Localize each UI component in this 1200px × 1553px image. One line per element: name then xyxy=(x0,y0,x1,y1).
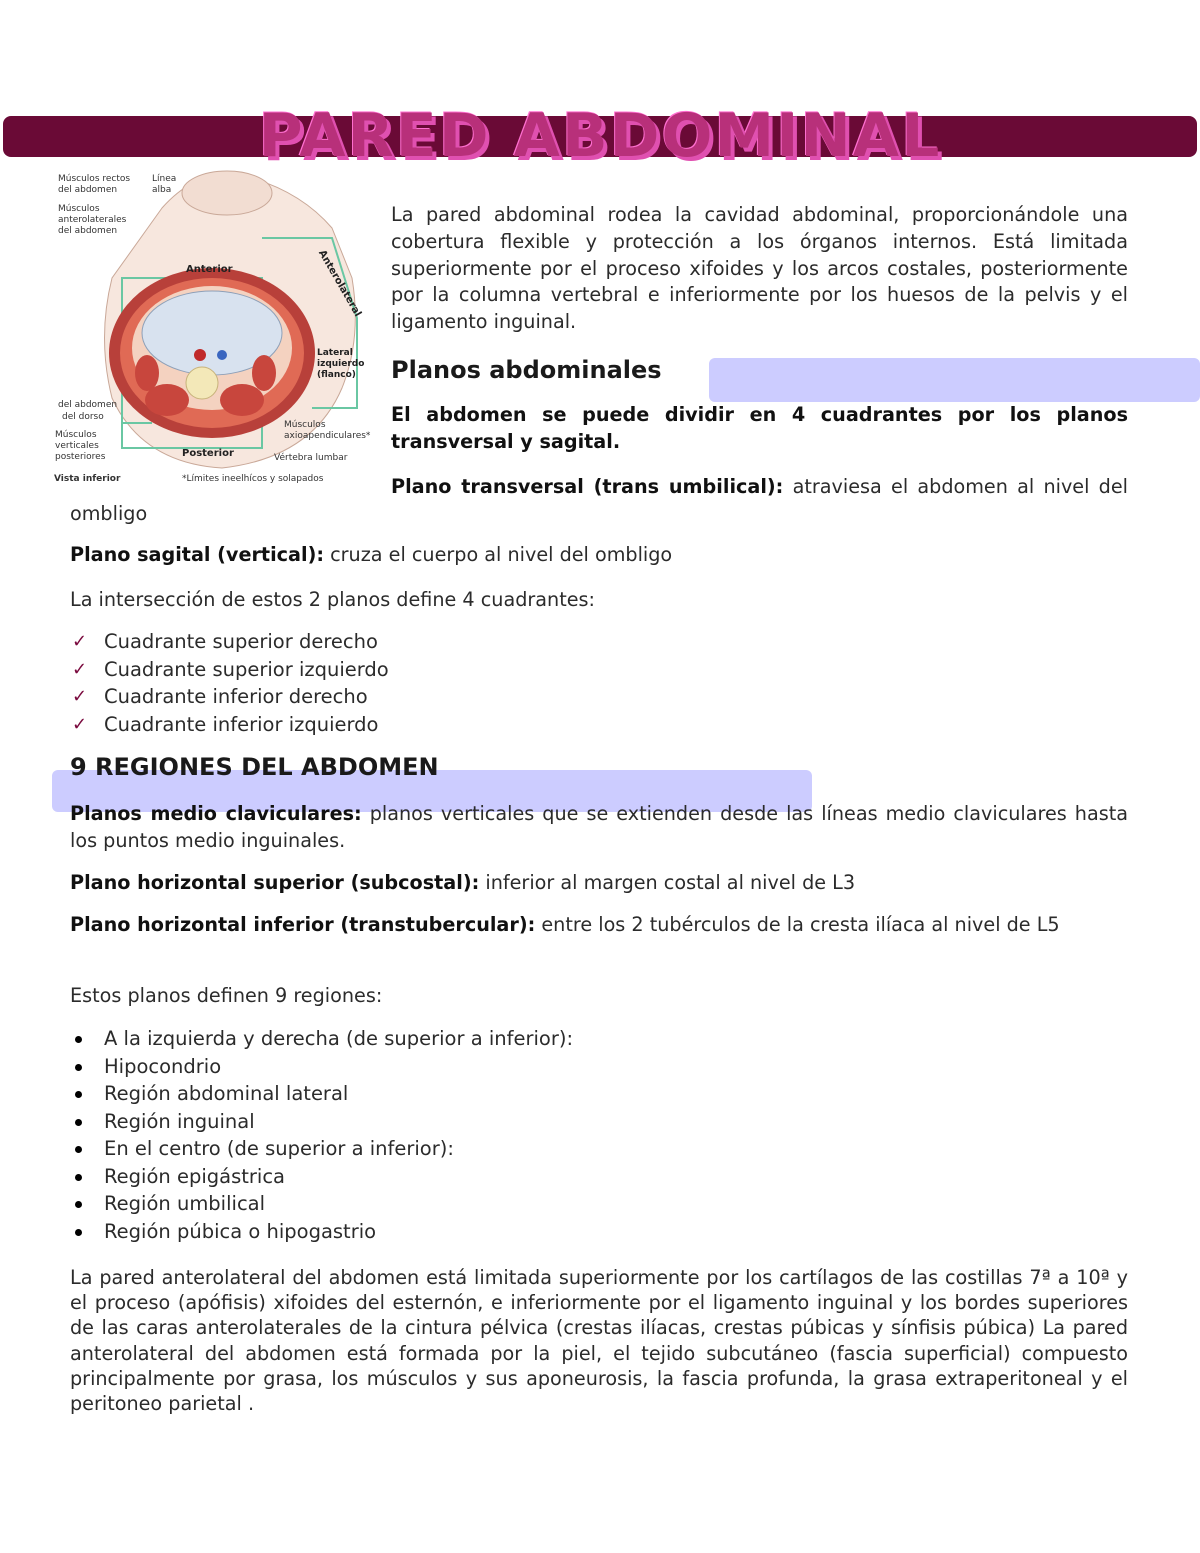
superior-label: Plano horizontal superior (subcostal): xyxy=(70,871,480,894)
list-item xyxy=(70,711,389,739)
inferior-label: Plano horizontal inferior (transtubercular): xyxy=(70,913,536,936)
plano-sagital-paragraph xyxy=(70,542,1128,569)
regiones-list xyxy=(70,1025,573,1245)
region-label: En el centro (de superior a inferior): xyxy=(104,1137,454,1160)
label-anterior: Anterior xyxy=(186,264,233,275)
label-lateral: Lateral izquierdo (flanco) xyxy=(317,348,365,380)
cuadrante-label: Cuadrante superior izquierdo xyxy=(104,657,389,681)
inferior-text: entre los 2 tubérculos de la cresta ilíaca al nivel de L5 xyxy=(535,913,1060,936)
planos-intro: El abdomen se puede dividir en 4 cuadrantes por los planos transversal y sagital. xyxy=(391,403,1128,453)
medio-text: planos verticales que se extienden desde las líneas medio claviculares hasta los puntos medio inguinales. xyxy=(70,802,1128,852)
region-label: Hipocondrio xyxy=(104,1054,222,1078)
region-label: Región epigástrica xyxy=(104,1164,285,1188)
label-anterolaterales: Músculos anterolaterales del abdomen xyxy=(58,204,127,236)
region-label: Región inguinal xyxy=(104,1109,255,1133)
label-posterior: Posterior xyxy=(182,448,234,459)
list-item xyxy=(70,1163,573,1191)
bullet-icon xyxy=(75,1091,82,1098)
abdomen-cross-section-figure xyxy=(52,168,372,490)
bullet-icon xyxy=(75,1064,82,1071)
label-verticales: Músculos verticales posteriores xyxy=(55,430,106,462)
cuadrante-label: Cuadrante inferior izquierdo xyxy=(104,712,379,736)
label-limites: *Límites ineelhícos y solapados xyxy=(182,474,324,484)
estos-planos-text: Estos planos definen 9 regiones: xyxy=(70,984,383,1007)
horizontal-superior-paragraph xyxy=(70,870,1128,897)
list-item xyxy=(70,1053,573,1081)
label-linea-alba: Línea alba xyxy=(152,174,177,195)
bullet-icon xyxy=(75,1174,82,1181)
list-item xyxy=(70,628,389,656)
plano-transversal-text: atraviesa el abdomen al nivel del ombligo xyxy=(70,475,1128,525)
highlight-planos xyxy=(709,358,1200,402)
region-label: Región púbica o hipogastrio xyxy=(104,1219,377,1243)
horizontal-inferior-paragraph xyxy=(70,912,1128,939)
plano-sagital-text: cruza el cuerpo al nivel del ombligo xyxy=(324,543,673,566)
label-axioapendiculares: Músculos axioapendiculares* xyxy=(284,420,371,441)
bullet-icon xyxy=(75,1146,82,1153)
regiones-heading: 9 REGIONES DEL ABDOMEN xyxy=(70,753,439,781)
label-del-abdomen: del abdomen xyxy=(58,400,118,410)
label-anterolateral: Anterolateral xyxy=(316,248,364,319)
bullet-icon xyxy=(75,1119,82,1126)
region-label: Región umbilical xyxy=(104,1192,266,1215)
list-item xyxy=(70,1025,573,1053)
label-vista: Vista inferior xyxy=(54,474,121,484)
closing-paragraph: La pared anterolateral del abdomen está limitada superiormente por los cartílagos de las costillas 7ª a 10ª y el proceso (apófisis) xifoides del esternón, e inferiormente por el ligamento inguinal y los bordes superiores de las caras anterolaterales de la cintura pélvica (crestas ilíacas, crestas púbicas y sínfisis púbica) La pared anterolateral del abdomen está formada por la piel, el tejido subcutáneo (fascia superficial) compuesto principalmente por grasa, los músculos y sus aponeurosis, la fascia profunda, la grasa extraperitoneal y el peritoneo parietal . xyxy=(70,1266,1128,1416)
checkmark-icon: ✓ xyxy=(72,686,88,707)
superior-text: inferior al margen costal al nivel de L3 xyxy=(479,871,856,894)
list-item xyxy=(70,1080,573,1108)
list-item xyxy=(70,1218,573,1246)
label-del-dorso: del dorso xyxy=(62,412,104,422)
plano-transversal-paragraph xyxy=(70,474,1128,528)
checkmark-icon: ✓ xyxy=(72,713,88,735)
region-label: A la izquierda y derecha (de superior a inferior): xyxy=(104,1027,574,1050)
region-label: Región abdominal lateral xyxy=(104,1082,349,1105)
medio-label: Planos medio claviculares: xyxy=(70,802,362,825)
list-item xyxy=(70,683,389,711)
plano-transversal-label: Plano transversal (trans umbilical): xyxy=(391,475,784,498)
cuadrante-label: Cuadrante superior derecho xyxy=(104,630,378,653)
bullet-icon xyxy=(75,1201,82,1208)
label-rectos: Músculos rectos del abdomen xyxy=(58,174,131,195)
medio-claviculares-paragraph xyxy=(70,801,1128,855)
planos-heading: Planos abdominales xyxy=(391,356,662,384)
list-item xyxy=(70,1190,573,1218)
plano-sagital-label: Plano sagital (vertical): xyxy=(70,543,325,566)
label-vertebra: Vértebra lumbar xyxy=(274,453,348,463)
list-item xyxy=(70,1135,573,1163)
bullet-icon xyxy=(75,1036,82,1043)
checkmark-icon: ✓ xyxy=(72,658,88,680)
list-item xyxy=(70,1108,573,1136)
cuadrante-label: Cuadrante inferior derecho xyxy=(104,685,368,708)
bullet-icon xyxy=(75,1229,82,1236)
list-item xyxy=(70,656,389,684)
page-title: PARED ABDOMINAL xyxy=(258,101,942,171)
checkmark-icon: ✓ xyxy=(72,631,88,652)
intro-paragraph: La pared abdominal rodea la cavidad abdominal, proporcionándole una cobertura flexible y protección a los órganos internos. Está limitada superiormente por el proceso xifoides y los arcos costales, posteriormente por la columna vertebral e inferiormente por los huesos de la pelvis y el ligamento inguinal. xyxy=(391,203,1128,334)
cuadrantes-list xyxy=(70,628,389,738)
interseccion-text: La intersección de estos 2 planos define 4 cuadrantes: xyxy=(70,588,595,611)
